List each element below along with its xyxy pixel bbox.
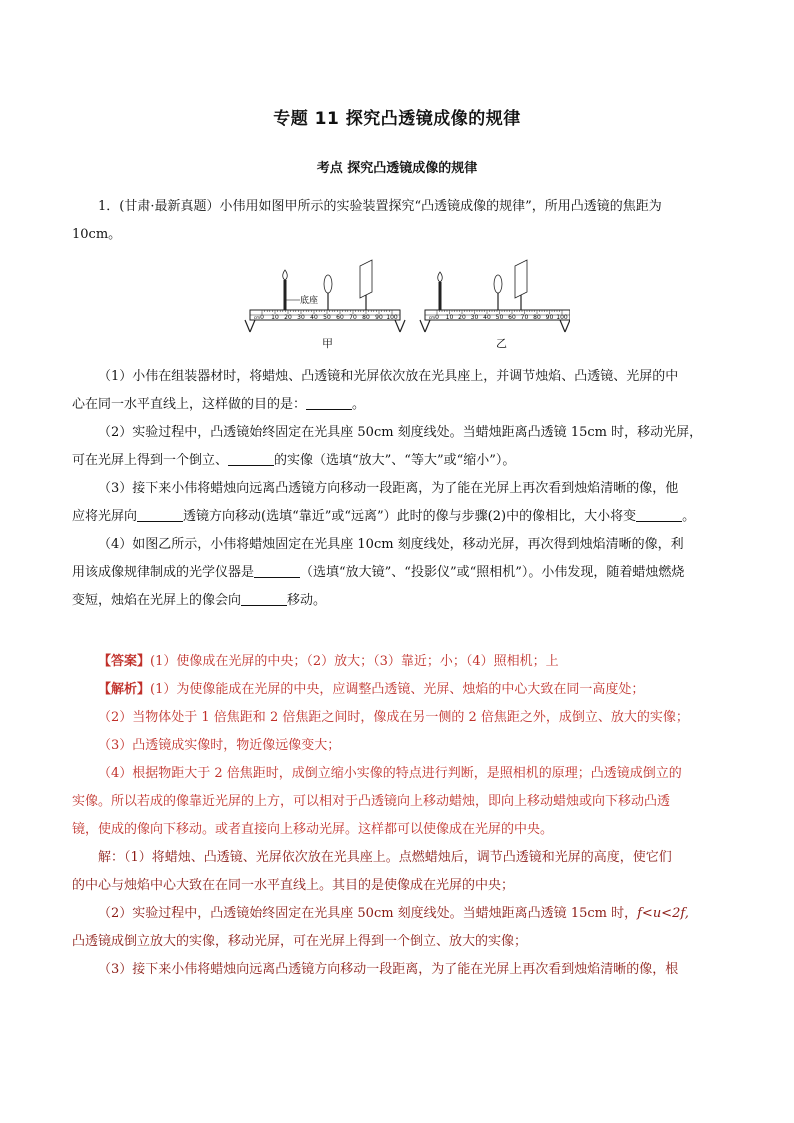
jia-unit-label: cm [253,315,260,320]
figure-label-jia: 甲 [322,337,333,350]
question-intro-line1: 1．(甘肃·最新真题）小伟用如图甲所示的实验装置探究“凸透镜成像的规律”，所用凸透镜的焦距为 [98,199,662,214]
q3-blank1 [137,507,183,522]
question-intro [72,193,722,249]
yi-tick-label: 50 [495,314,504,321]
yi-tick-label: 80 [533,314,541,321]
solution-formula: f<u<2f, [637,906,689,921]
optical-bench-figure [240,258,570,358]
bench-jia-leg-right [395,320,400,332]
q3-blank2 [636,507,682,522]
answer-tag: 【答案】 [98,654,151,669]
jia-tick-label: 70 [349,314,357,321]
analysis-line6: 镜，使成的像向下移动。或者直接向上移动光屏。这样都可以使像成在光屏的中央。 [72,822,554,837]
q4-line3: 变短，烛焰在光屏上的像会向 移动。 [72,593,327,608]
figure-label-yi: 乙 [496,337,507,350]
base-label: 底座 [300,296,319,306]
section-subtitle: 考点 探究凸透镜成像的规律 [316,161,478,176]
bench-jia-leg-left [245,320,250,332]
yi-tick-label: 40 [483,314,491,321]
yi-tick-label: 100 [556,314,568,321]
analysis-line4: （4）根据物距大于 2 倍焦距时，成倒立缩小实像的特点进行判断，是照相机的原理；凸透镜成倒立的 [98,766,682,781]
q4-blank2 [241,591,287,606]
screen-jia [360,260,372,298]
bench-yi-leg-right [560,320,565,332]
jia-tick-label: 100 [386,314,398,321]
page-title: 专题 11 探究凸透镜成像的规律 [273,109,521,129]
q4-line2: 用该成像规律制成的光学仪器是 （选填“放大镜”、“投影仪”或“照相机”）。小伟发现，随着蜡烛燃烧 [72,565,685,580]
q4-blank1 [254,563,300,578]
yi-tick-label: 0 [435,314,439,321]
sub-questions [72,363,722,615]
analysis-tag: 【解析】 [98,682,151,697]
yi-tick-label: 70 [520,314,529,321]
q1-blank [306,395,352,410]
solution-line4: 凸透镜成倒立放大的实像，移动光屏，可在光屏上得到一个倒立、放大的实像； [72,934,528,949]
yi-tick-label: 20 [458,314,466,321]
flame-yi [438,272,443,282]
flame-jia [283,270,288,280]
bench-yi [420,260,570,332]
q2-line1: （2）实验过程中，凸透镜始终固定在光具座 50cm 刻度线处。当蜡烛距离凸透镜 15cm 时，移动光屏， [98,425,703,440]
lens-yi [494,275,502,293]
q2-line2: 可在光屏上得到一个倒立、 的实像（选填“放大”、“等大”或“缩小”）。 [72,453,516,468]
q1-line2: 心在同一水平直线上，这样做的目的是： 。 [72,397,366,412]
jia-tick-label: 40 [310,314,318,321]
question-intro-line2: 10cm。 [72,227,122,242]
jia-tick-label: 30 [297,314,305,321]
jia-tick-label: 60 [336,314,344,321]
q3-line1: （3）接下来小伟将蜡烛向远离凸透镜方向移动一段距离，为了能在光屏上再次看到烛焰清晰的像，他 [98,481,679,496]
analysis-line5: 实像。所以若成的像靠近光屏的上方，可以相对于凸透镜向上移动蜡烛，即向上移动蜡烛或向下移动凸透 [72,794,671,809]
answer-line [72,648,722,676]
analysis-line3: （3）凸透镜成实像时，物近像远像变大； [98,738,341,753]
solution-line5: （3）接下来小伟将蜡烛向远离凸透镜方向移动一段距离，为了能在光屏上再次看到烛焰清晰的像，根 [98,962,679,977]
q3-line2: 应将光屏向 透镜方向移动(选填“靠近”或“远离”）此时的像与步骤(2)中的像相比，大小将变 。 [72,509,696,524]
yi-tick-label: 90 [545,314,554,321]
jia-tick-label: 50 [323,314,331,321]
solution-line2: 的中心与烛焰中心大致在在同一水平直线上。其目的是使像成在光屏的中央； [72,878,515,893]
jia-tick-label: 10 [271,314,279,321]
analysis-line2: （2）当物体处于 1 倍焦距和 2 倍焦距之间时，像成在另一侧的 2 倍焦距之外，成倒立、放大的实像； [98,710,689,725]
q1-line1: （1）小伟在组装器材时，将蜡烛、凸透镜和光屏依次放在光具座上，并调节烛焰、凸透镜、光屏的中 [98,369,679,384]
bench-yi-leg-left [420,320,425,332]
q4-line1: （4）如图乙所示，小伟将蜡烛固定在光具座 10cm 刻度线处，移动光屏，再次得到烛焰清晰的像，利 [98,537,684,552]
answer-section [72,648,722,984]
q2-blank [228,451,274,466]
jia-tick-label: 20 [284,314,292,321]
solution-line1: 解：（1）将蜡烛、凸透镜、光屏依次放在光具座上。点燃蜡烛后，调节凸透镜和光屏的高度，使它们 [98,850,672,865]
jia-tick-label: 0 [260,314,264,321]
screen-yi [515,260,527,298]
jia-tick-label: 80 [362,314,370,321]
yi-unit-label: cm [428,315,435,320]
solution-line3: （2）实验过程中，凸透镜始终固定在光具座 50cm 刻度线处。当蜡烛距离凸透镜 15cm 时，f<u<2f, [98,906,689,921]
lens-jia [324,275,332,293]
answer-text: (1）使像成在光屏的中央；（2）放大；（3）靠近；小；（4）照相机；上 [150,654,559,669]
bench-jia [245,260,405,332]
jia-tick-label: 90 [375,314,383,321]
yi-tick-label: 10 [445,314,454,321]
analysis-line1: 【解析】(1）为使像能成在光屏的中央，应调整凸透镜、光屏、烛焰的中心大致在同一高度处； [98,682,645,697]
yi-tick-label: 30 [470,314,479,321]
yi-tick-label: 60 [508,314,516,321]
